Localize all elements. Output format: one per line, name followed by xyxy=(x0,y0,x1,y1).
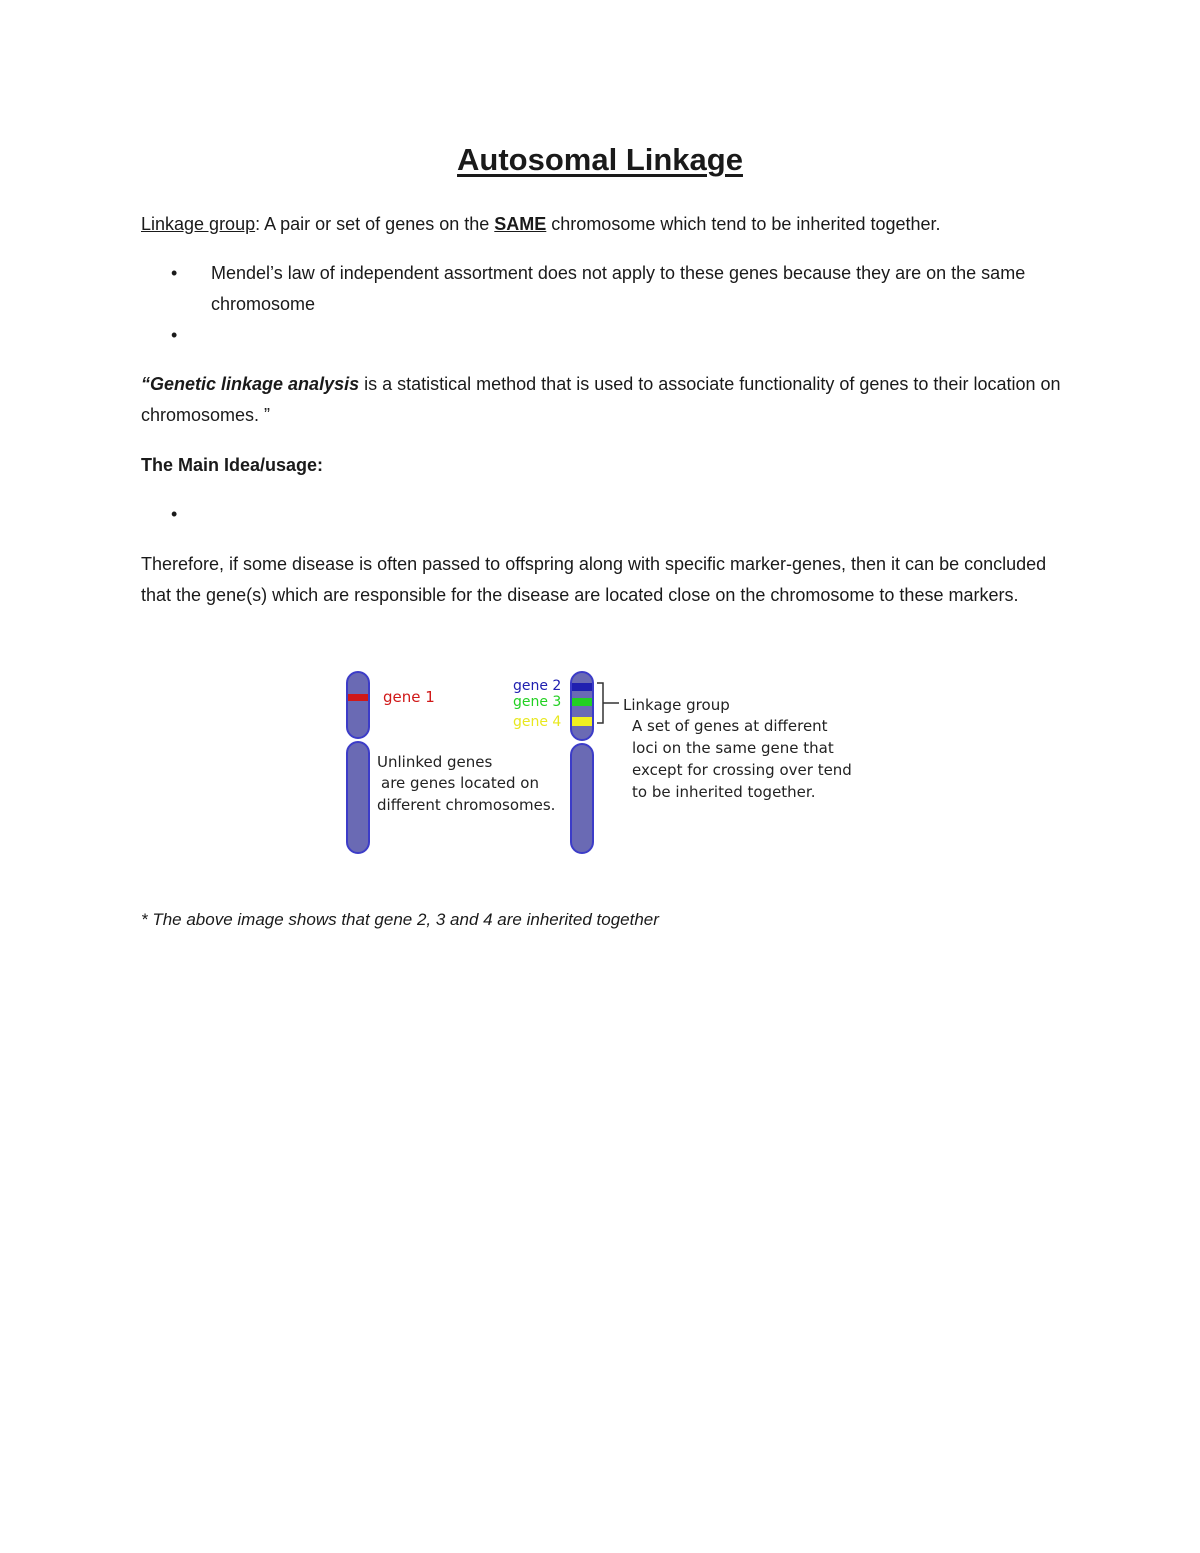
bullet-item: Mendel’s law of independent assortment does not apply to these genes because they are on the same chromosome xyxy=(211,263,1026,314)
linkage-text-line: except for crossing over tend xyxy=(632,761,852,779)
unlinked-text-line: different chromosomes. xyxy=(377,796,556,814)
quote-open-mark: “ xyxy=(141,374,150,394)
unlinked-text-line: are genes located on xyxy=(381,774,539,792)
definition-text-after: chromosome which tend to be inherited together. xyxy=(546,214,941,234)
linkage-group-title: Linkage group xyxy=(623,696,730,714)
chromosome-arm-lower xyxy=(571,744,593,853)
linked-chromosome xyxy=(571,672,593,853)
gene4-band xyxy=(572,717,592,726)
definition-emphasis: SAME xyxy=(494,214,547,234)
linkage-text-line: loci on the same gene that xyxy=(632,739,834,757)
chromosome-arm-lower xyxy=(347,742,369,853)
figure-caption: * The above image shows that gene 2, 3 and 4 are inherited together xyxy=(141,910,659,929)
unlinked-chromosome xyxy=(347,672,369,853)
gene3-label: gene 3 xyxy=(513,694,562,710)
page-title: Autosomal Linkage xyxy=(457,142,743,177)
linkage-text-line: to be inherited together. xyxy=(632,783,816,801)
linkage-bracket xyxy=(597,683,619,723)
definition-term: Linkage group xyxy=(141,214,256,234)
quote-term: Genetic linkage analysis xyxy=(150,374,360,394)
gene2-label: gene 2 xyxy=(513,678,562,694)
chromosome-arm-upper xyxy=(347,672,369,738)
bullet-marker: • xyxy=(171,325,178,345)
gene3-band xyxy=(572,698,592,706)
bullet-marker: • xyxy=(171,263,178,283)
definition-text-before: A pair or set of genes on the xyxy=(260,214,495,234)
gene1-label: gene 1 xyxy=(383,688,435,706)
linkage-text-line: A set of genes at different xyxy=(632,717,828,735)
main-idea-heading: The Main Idea/usage: xyxy=(141,455,324,475)
chromosome-figure xyxy=(305,663,885,863)
linkage-group-definition xyxy=(141,209,1061,240)
chromosome-diagram xyxy=(305,663,885,863)
genetic-linkage-quote xyxy=(141,369,1061,431)
quote-text: is a statistical method that is used to associate functionality of genes to their location on chromosomes. ” xyxy=(141,374,1061,425)
definition-colon: : xyxy=(255,214,261,234)
bullet-marker: • xyxy=(171,504,178,524)
gene4-label: gene 4 xyxy=(513,714,562,730)
conclusion-paragraph: Therefore, if some disease is often passed to offspring along with specific marker-genes, then it can be concluded that the gene(s) which are responsible for the disease are located close on the chromosome to these markers. xyxy=(141,554,1047,605)
gene2-band xyxy=(572,683,592,691)
unlinked-text-line: Unlinked genes xyxy=(377,753,493,771)
gene1-band xyxy=(348,694,368,701)
